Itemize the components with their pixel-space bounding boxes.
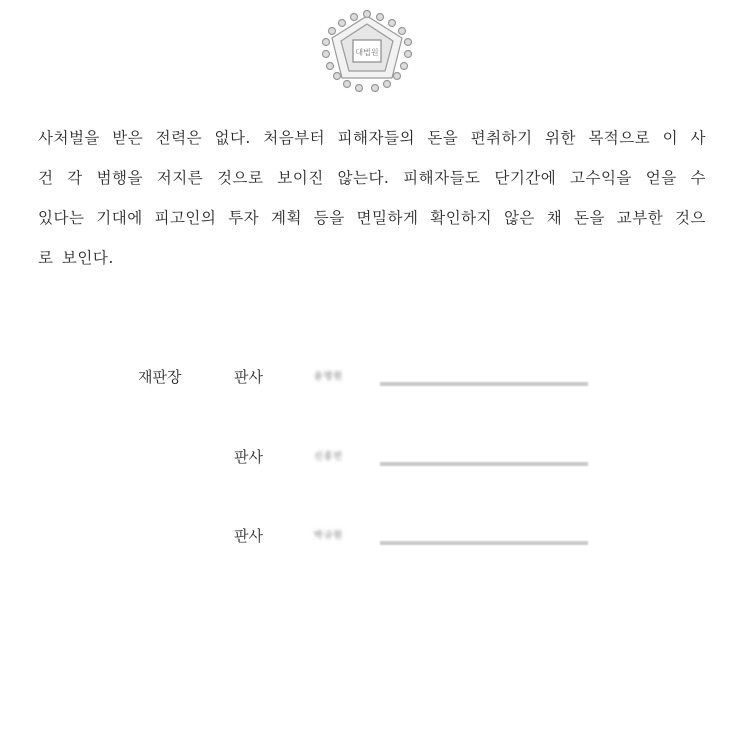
presiding-judge-label: 재판장 (138, 368, 182, 386)
court-seal-icon (322, 10, 412, 92)
signature-line (380, 462, 588, 466)
judge-title: 판사 (234, 448, 263, 466)
judge-name-redacted: 윤명원 (314, 372, 344, 382)
seal-text: 대법원 (355, 48, 379, 57)
signature-row-judge-3 (0, 525, 743, 547)
signature-row-presiding (0, 366, 743, 388)
judge-title: 판사 (234, 527, 263, 545)
judge-name-redacted: 박규원 (314, 531, 344, 541)
signature-line (380, 382, 588, 386)
judge-name-redacted: 신홍빈 (314, 452, 344, 462)
judge-title: 판사 (234, 368, 263, 386)
body-line-4: 로 보인다. (38, 249, 114, 267)
signature-row-judge-2 (0, 446, 743, 468)
signature-line (380, 541, 588, 545)
body-line-3: 있다는 기대에 피고인의 투자 계획 등을 면밀하게 확인하지 않은 채 돈을 교부한 것으 (38, 209, 706, 227)
judgment-body-text (38, 118, 706, 278)
body-line-2: 건 각 범행을 저지른 것으로 보이진 않는다. 피해자들도 단기간에 고수익을 얻을 수 (38, 169, 706, 187)
body-line-1: 사처벌을 받은 전력은 없다. 처음부터 피해자들의 돈을 편취하기 위한 목적으로 이 사 (38, 129, 706, 147)
